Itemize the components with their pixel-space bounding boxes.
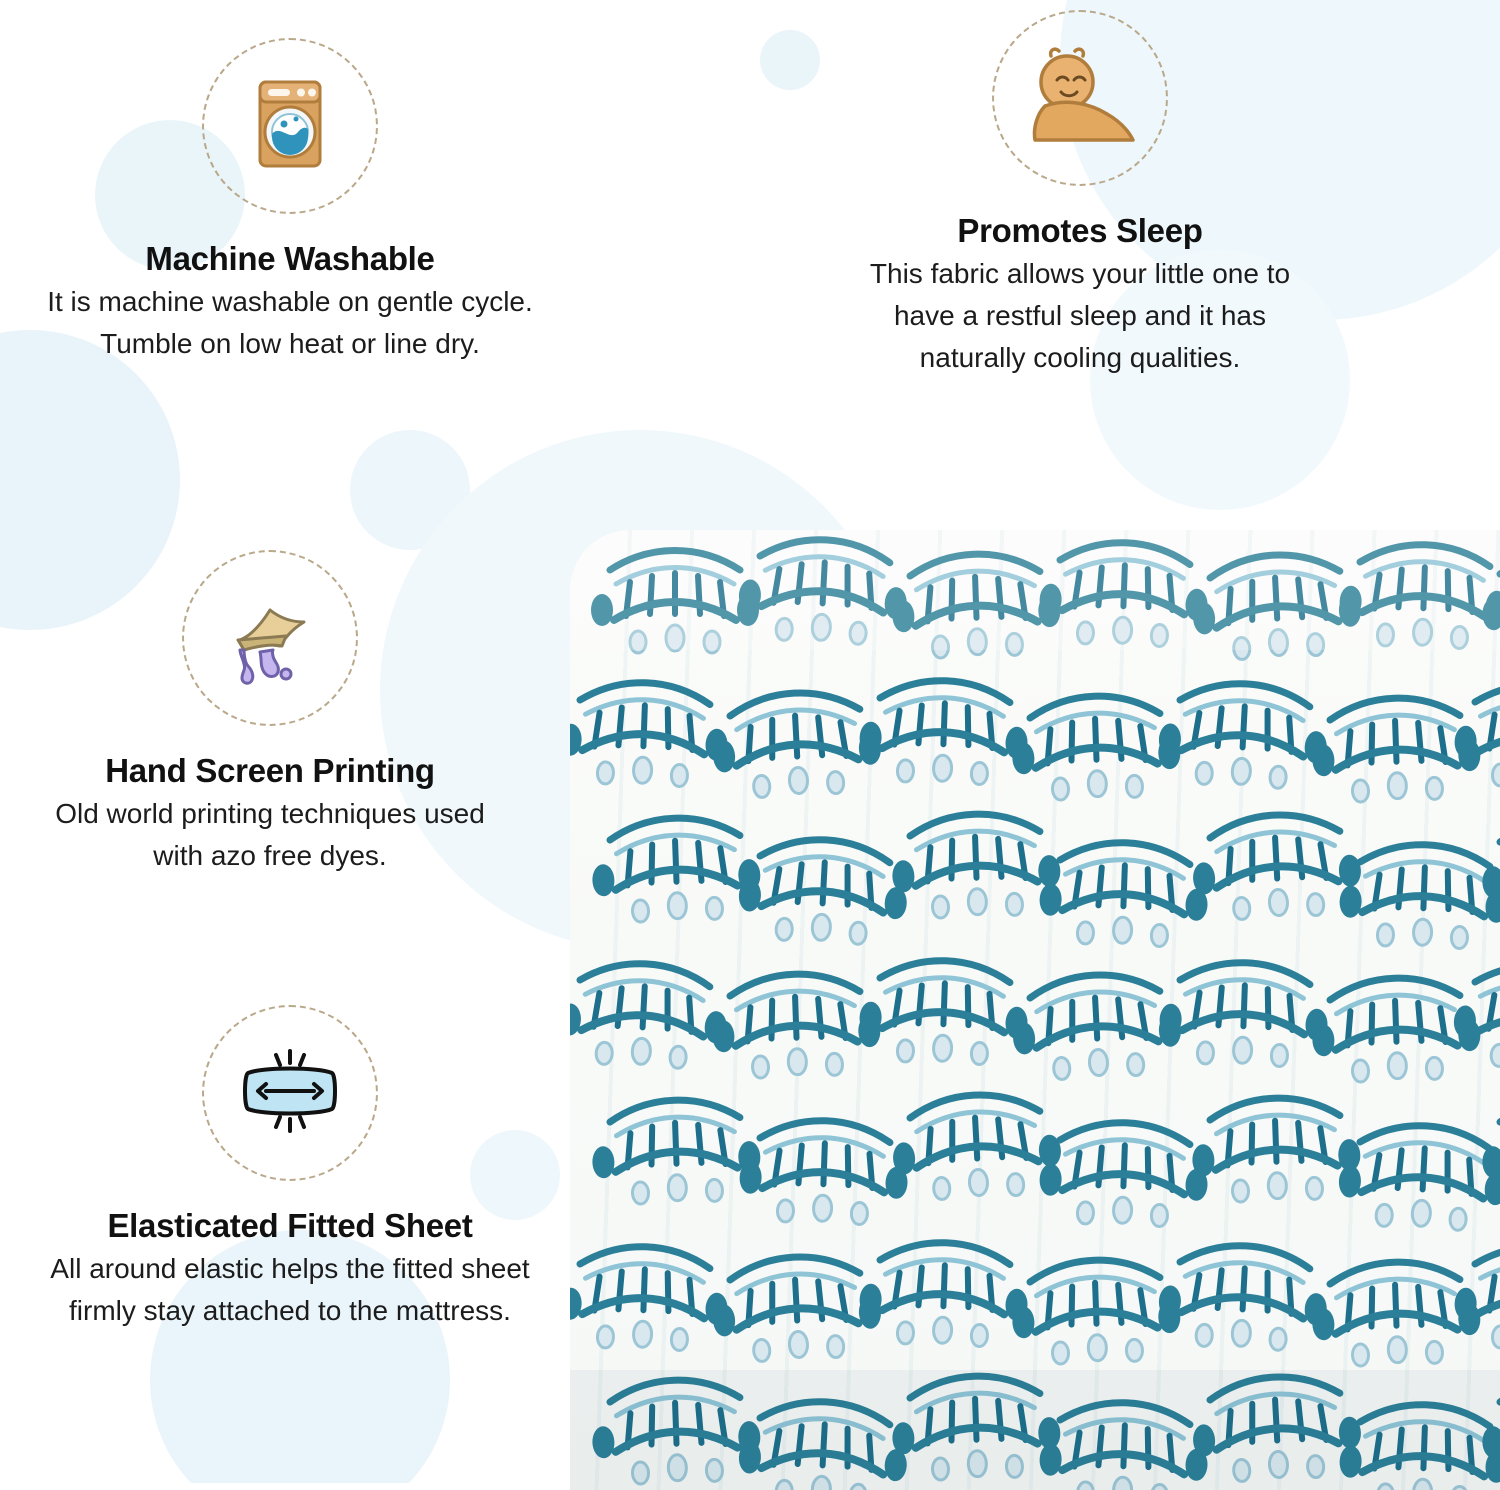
feature-machine-washable — [0, 38, 580, 362]
icon-ring — [202, 1005, 378, 1181]
feature-title: Hand Screen Printing — [105, 752, 435, 789]
fitted-sheet-fabric-photo — [570, 530, 1500, 1490]
icon-ring — [182, 550, 358, 726]
feature-body-line: with azo free dyes. — [153, 839, 387, 871]
feature-body-line: This fabric allows your little one to — [869, 258, 1291, 289]
screen-print-squeegee-icon — [214, 584, 326, 693]
icon-ring — [992, 10, 1168, 186]
feature-promotes-sleep — [790, 10, 1370, 375]
sleeping-baby-icon — [1021, 44, 1139, 153]
feature-hand-screen-printing — [0, 550, 540, 874]
feature-body-line: naturally cooling qualities. — [919, 341, 1241, 373]
icon-ring — [202, 38, 378, 214]
washing-machine-icon — [238, 72, 342, 181]
feature-body-line: All around elastic helps the fitted sheet — [50, 1253, 530, 1284]
feature-body-line: It is machine washable on gentle cycle. — [47, 286, 533, 317]
feature-body-line: Old world printing techniques used — [55, 798, 485, 829]
feature-title: Elasticated Fitted Sheet — [107, 1207, 473, 1244]
feature-body-line: firmly stay attached to the mattress. — [69, 1294, 511, 1326]
feature-title: Promotes Sleep — [957, 212, 1203, 249]
feature-body-line: have a restful sleep and it has — [893, 299, 1266, 331]
stretch-sheet-icon — [232, 1039, 348, 1148]
fabric-pattern — [570, 530, 1500, 1490]
feature-body-line: Tumble on low heat or line dry. — [100, 327, 480, 359]
feature-title: Machine Washable — [145, 240, 435, 277]
feature-elasticated-fitted-sheet — [0, 1005, 580, 1329]
